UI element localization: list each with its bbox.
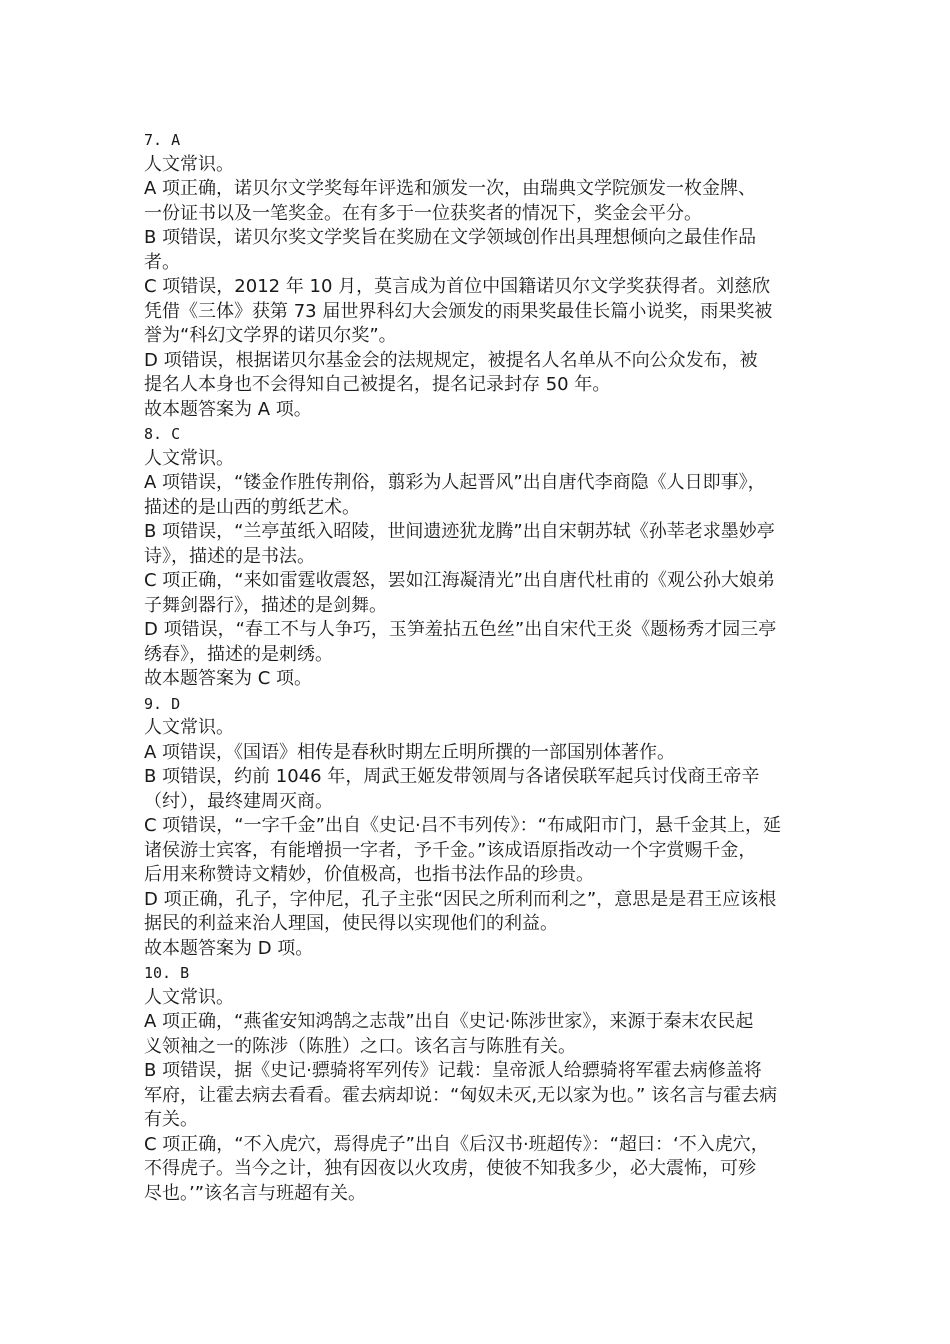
option-explanation bbox=[144, 1010, 816, 1059]
option-explanation bbox=[144, 569, 816, 618]
explanation-line: 尽也。’”该名言与班超有关。 bbox=[144, 1182, 367, 1204]
explanation-line: A 项错误，“镂金作胜传荆俗，翦彩为人起晋风”出自唐代李商隐《人日即事》， bbox=[144, 472, 766, 493]
question-block bbox=[144, 422, 816, 692]
answer-conclusion: 故本题答案为 C 项。 bbox=[144, 668, 313, 689]
explanation-line: C 项正确，“来如雷霆收震怒，罢如江海凝清光”出自唐代杜甫的《观公孙大娘弟 bbox=[144, 570, 775, 591]
explanation-line: 后用来称赞诗文精妙，价值极高，也指书法作品的珍贵。 bbox=[144, 864, 594, 885]
option-explanation bbox=[144, 765, 816, 814]
option-explanation bbox=[144, 741, 816, 766]
explanation-line: C 项正确，“不入虎穴，焉得虎子”出自《后汉书·班超传》：“超曰：‘不入虎穴， bbox=[144, 1133, 769, 1155]
explanation-line: 凭借《三体》获第 73 届世界科幻大会颁发的雨果奖最佳长篇小说奖，雨果奖被 bbox=[144, 300, 773, 322]
question-category: 人文常识。 bbox=[144, 717, 234, 738]
explanation-line: 据民的利益来治人理国，使民得以实现他们的利益。 bbox=[144, 913, 558, 934]
answer-conclusion: 故本题答案为 D 项。 bbox=[144, 937, 314, 959]
explanation-line: D 项错误，“春工不与人争巧，玉笋羞拈五色丝”出自宋代王炎《题杨秀才园三亭 bbox=[144, 619, 777, 640]
question-number: 10. B bbox=[144, 964, 190, 982]
explanation-line: （纣），最终建周灭商。 bbox=[144, 790, 333, 812]
explanation-line: 子舞剑器行》，描述的是剑舞。 bbox=[144, 594, 387, 616]
answer-explanations bbox=[144, 128, 816, 1206]
option-explanation bbox=[144, 275, 816, 349]
option-explanation bbox=[144, 177, 816, 226]
question-category: 人文常识。 bbox=[144, 153, 234, 175]
explanation-line: 义领袖之一的陈涉（陈胜）之口。该名言与陈胜有关。 bbox=[144, 1035, 576, 1057]
option-explanation bbox=[144, 1133, 816, 1207]
explanation-line: D 项错误，根据诺贝尔基金会的法规规定，被提名人名单从不向公众发布，被 bbox=[144, 349, 758, 371]
question-number: 8. C bbox=[144, 425, 181, 443]
explanation-line: A 项错误，《国语》相传是春秋时期左丘明所撰的一部国别体著作。 bbox=[144, 741, 676, 763]
question-block bbox=[144, 692, 816, 962]
option-explanation bbox=[144, 349, 816, 398]
explanation-line: 誉为“科幻文学界的诺贝尔奖”。 bbox=[144, 325, 397, 346]
explanation-line: A 项正确，诺贝尔文学奖每年评选和颁发一次，由瑞典文学院颁发一枚金牌、 bbox=[144, 178, 757, 199]
question-category: 人文常识。 bbox=[144, 986, 234, 1008]
explanation-line: 不得虎子。当今之计，独有因夜以火攻虏，使彼不知我多少，必大震怖，可殄 bbox=[144, 1158, 756, 1179]
explanation-line: 军府，让霍去病去看看。霍去病却说：“匈奴未灭,无以家为也。” 该名言与霍去病 bbox=[144, 1084, 778, 1106]
explanation-line: 绣春》，描述的是刺绣。 bbox=[144, 643, 333, 665]
answer-conclusion: 故本题答案为 A 项。 bbox=[144, 398, 312, 420]
explanation-line: D 项正确，孔子，字仲尼，孔子主张“因民之所利而利之”，意思是是君王应该根 bbox=[144, 888, 777, 910]
option-explanation bbox=[144, 471, 816, 520]
question-block bbox=[144, 128, 816, 422]
option-explanation bbox=[144, 1059, 816, 1133]
explanation-line: C 项错误，2012 年 10 月，莫言成为首位中国籍诺贝尔文学奖获得者。刘慈欣 bbox=[144, 276, 771, 297]
explanation-line: 一份证书以及一笔奖金。在有多于一位获奖者的情况下，奖金会平分。 bbox=[144, 202, 702, 224]
explanation-line: 有关。 bbox=[144, 1109, 198, 1130]
question-number: 9. D bbox=[144, 694, 181, 713]
explanation-line: 者。 bbox=[144, 251, 180, 273]
explanation-line: B 项错误，据《史记·骠骑将军列传》记载：皇帝派人给骠骑将军霍去病修盖将 bbox=[144, 1060, 762, 1081]
option-explanation bbox=[144, 888, 816, 937]
explanation-line: 描述的是山西的剪纸艺术。 bbox=[144, 496, 360, 518]
question-category: 人文常识。 bbox=[144, 447, 234, 469]
explanation-line: B 项错误，约前 1046 年，周武王姬发带领周与各诸侯联军起兵讨伐商王帝辛 bbox=[144, 766, 760, 787]
explanation-line: A 项正确，“燕雀安知鸿鹄之志哉”出自《史记·陈涉世家》，来源于秦末农民起 bbox=[144, 1011, 754, 1032]
explanation-line: C 项错误，“一字千金”出自《史记·吕不韦列传》：“布咸阳市门，悬千金其上，延 bbox=[144, 815, 781, 836]
explanation-line: 提名人本身也不会得知自己被提名，提名记录封存 50 年。 bbox=[144, 374, 611, 395]
question-number: 7. A bbox=[144, 131, 181, 149]
question-block bbox=[144, 961, 816, 1206]
explanation-line: B 项错误，诺贝尔奖文学奖旨在奖励在文学领域创作出具理想倾向之最佳作品 bbox=[144, 227, 757, 248]
explanation-line: B 项错误，“兰亭茧纸入昭陵，世间遗迹犹龙腾”出自宋朝苏轼《孙莘老求墨妙亭 bbox=[144, 521, 775, 542]
option-explanation bbox=[144, 814, 816, 888]
option-explanation bbox=[144, 618, 816, 667]
option-explanation bbox=[144, 520, 816, 569]
explanation-line: 诸侯游士宾客，有能增损一字者，予千金。”该成语原指改动一个字赏赐千金， bbox=[144, 839, 757, 861]
explanation-line: 诗》，描述的是书法。 bbox=[144, 545, 315, 567]
option-explanation bbox=[144, 226, 816, 275]
